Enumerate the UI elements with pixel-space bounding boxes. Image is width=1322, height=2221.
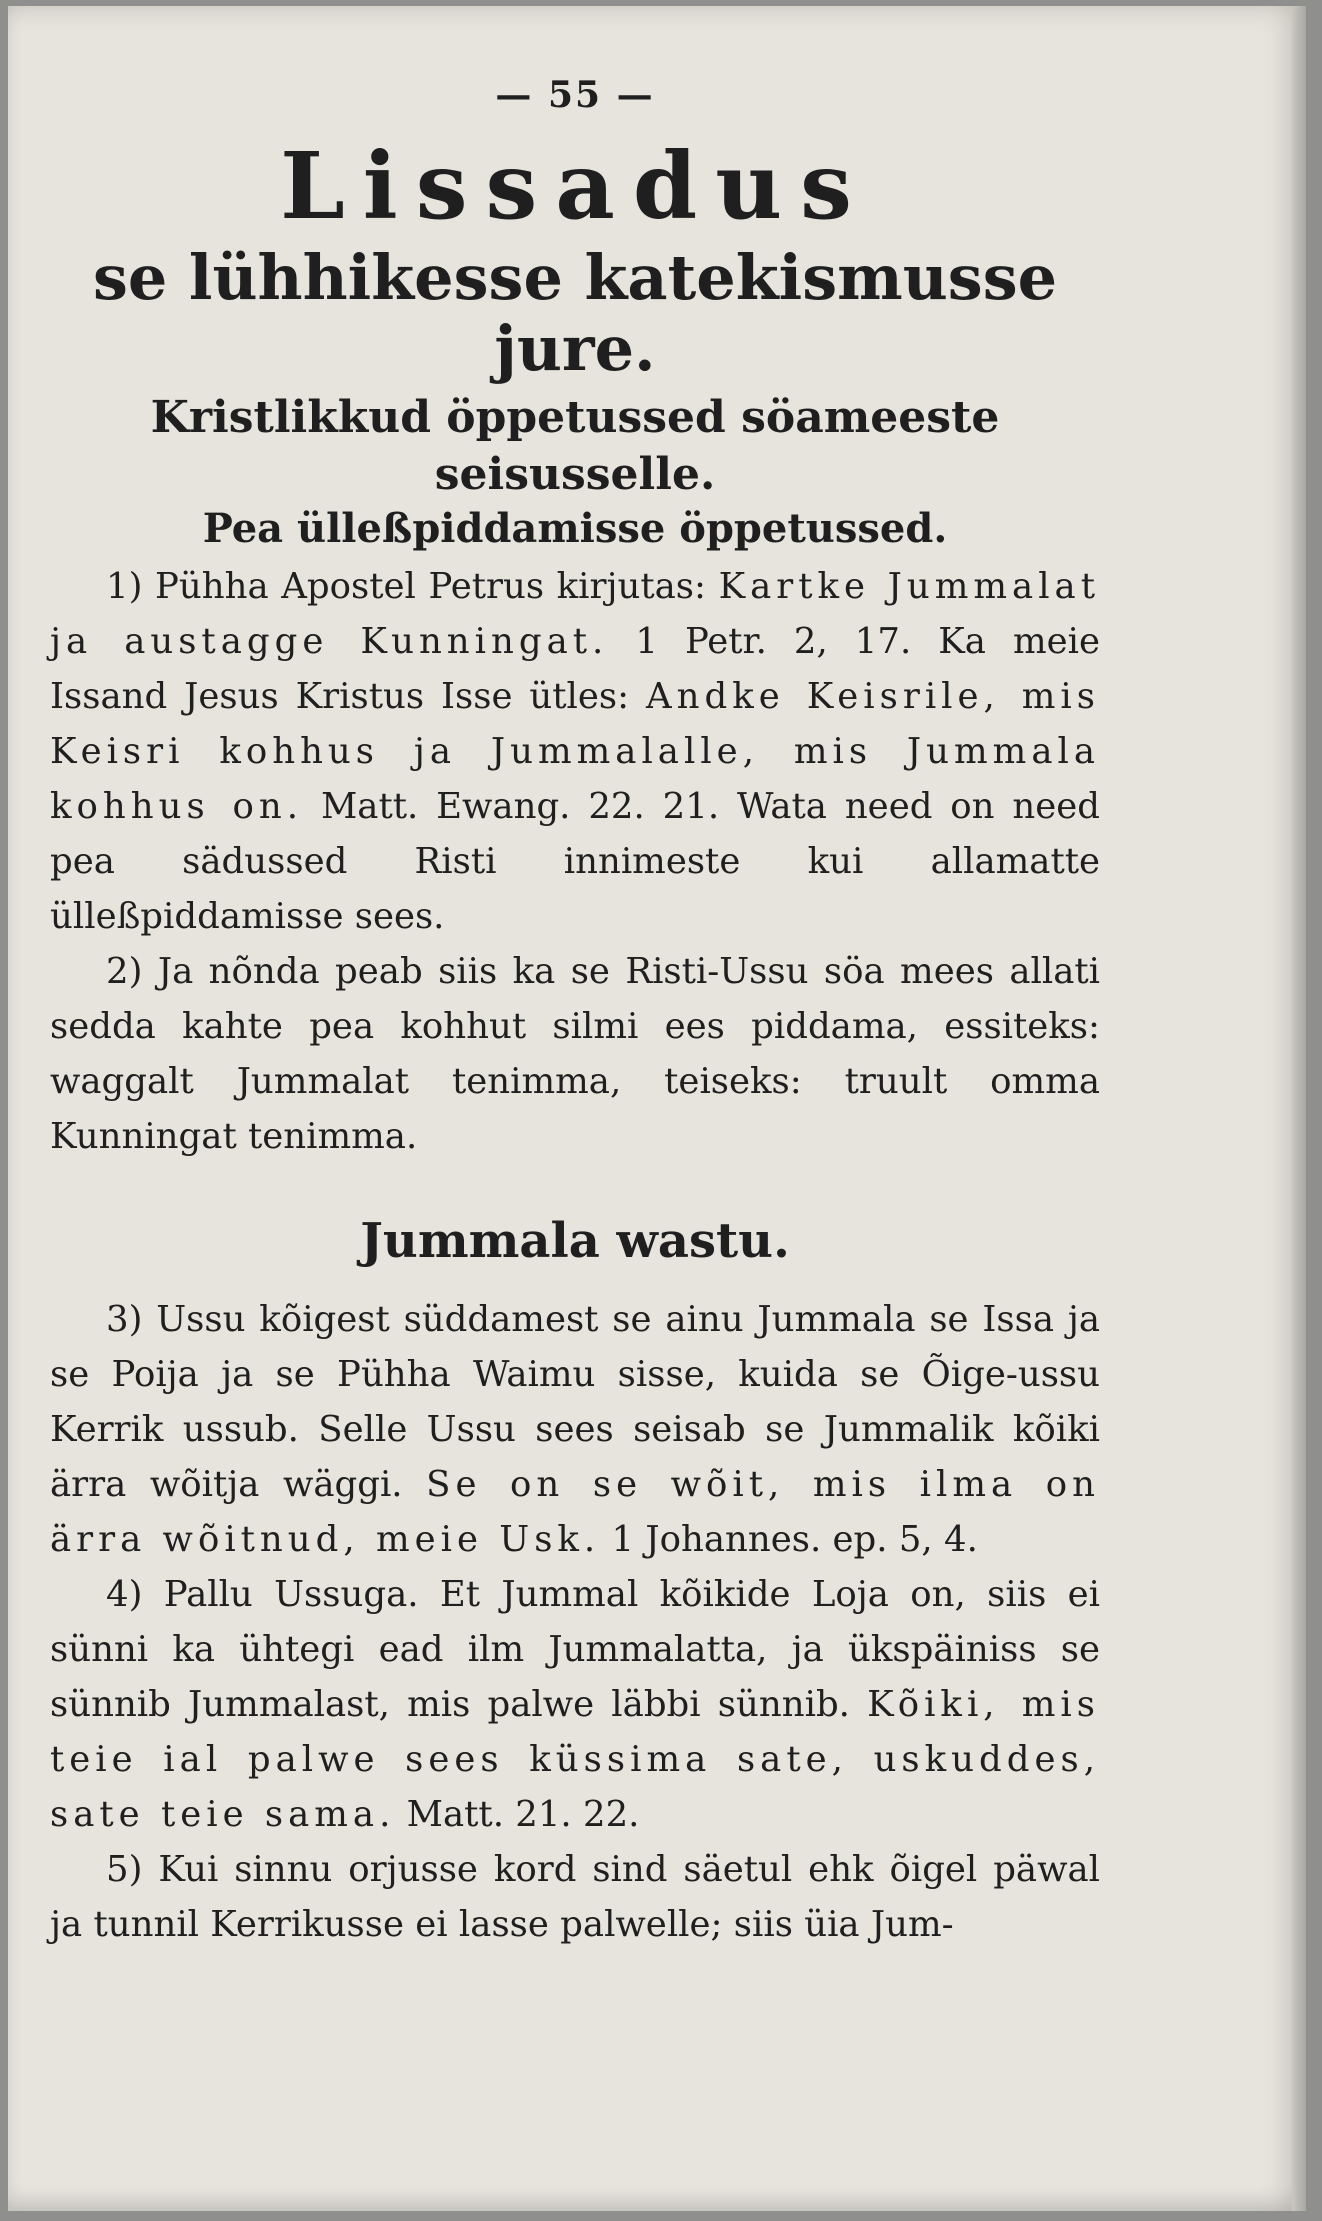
paragraph-3 [50, 1292, 1100, 1567]
page-title: Lissadus [280, 132, 870, 240]
paragraph-3-quote: Se on se wõit, mis ilma on ärra wõitnud, meie Usk. [50, 1464, 1100, 1561]
section-heading-main: Kristlikkud öppetussed söameeste seisusselle. [150, 391, 1000, 500]
paragraph-1-quote-b: Andke Keisrile, mis Keisri kohhus ja Jummalalle, mis Jummala kohhus on. [50, 675, 1100, 827]
paragraph-2: 2) Ja nõnda peab siis ka se Risti-Ussu söa mees allati sedda kahte pea kohhut silmi ees piddama, essiteks: waggalt Jummalat tenimma, teiseks: truult omma Kunningat tenimma. [50, 950, 1100, 1157]
paragraph-1-text-a: 1) Pühha Apostel Petrus kirjutas: [106, 565, 719, 607]
section-heading-sub: Pea ülleßpiddamisse öppetussed. [202, 504, 948, 552]
paragraph-5: 5) Kui sinnu orjusse kord sind säetul ehk õigel päwal ja tunnil Kerrikusse ei lasse palwelle; siis üia Jum- [50, 1849, 1100, 1946]
page-content [50, 46, 1100, 1952]
page-gutter-shadow [1292, 6, 1306, 2211]
paragraph-4-text-b: Matt. 21. 22. [395, 1794, 640, 1836]
paragraph-3-text-b: 1 Johannes. ep. 5, 4. [600, 1519, 978, 1561]
paragraph-4 [50, 1567, 1100, 1842]
paragraph-1-text-b: 1 Petr. 2, 17. Ka meie Issand Jesus Kristus Isse ütles: [50, 620, 1100, 717]
paragraph-1 [50, 559, 1100, 944]
section-heading-jummala: Jummala wastu. [360, 1212, 790, 1269]
paragraph-1-quote-a: Kartke Jummalat ja austagge Kunningat. [50, 565, 1100, 662]
paragraph-3-text-a: 3) Ussu kõigest süddamest se ainu Jummala se Issa ja se Poija ja se Pühha Waimu sisse, kuida se Õige-ussu Kerrik ussub. Selle Ussu sees seisab se Jummalik kõiki ärra wõitja wäggi. [50, 1299, 1100, 1506]
paragraph-4-quote: Kõiki, mis teie ial palwe sees küssima sate, uskuddes, sate teie sama. [50, 1684, 1100, 1836]
page-number: — 55 — [495, 74, 655, 116]
paragraph-4-text-a: 4) Pallu Ussuga. Et Jummal kõikide Loja on, siis ei sünni ka ühtegi ead ilm Jummalatta, ja ükspäiniss se sünnib Jummalast, mis palwe läbbi sünnib. [50, 1574, 1100, 1726]
book-page [8, 6, 1306, 2211]
page-subtitle: se lühhikesse katekismusse jure. [92, 241, 1058, 386]
paragraph-1-text-c: Matt. Ewang. 22. 21. Wata need on need pea sädussed Risti innimeste kui allamatte ülleßpiddamisse sees. [50, 785, 1100, 937]
